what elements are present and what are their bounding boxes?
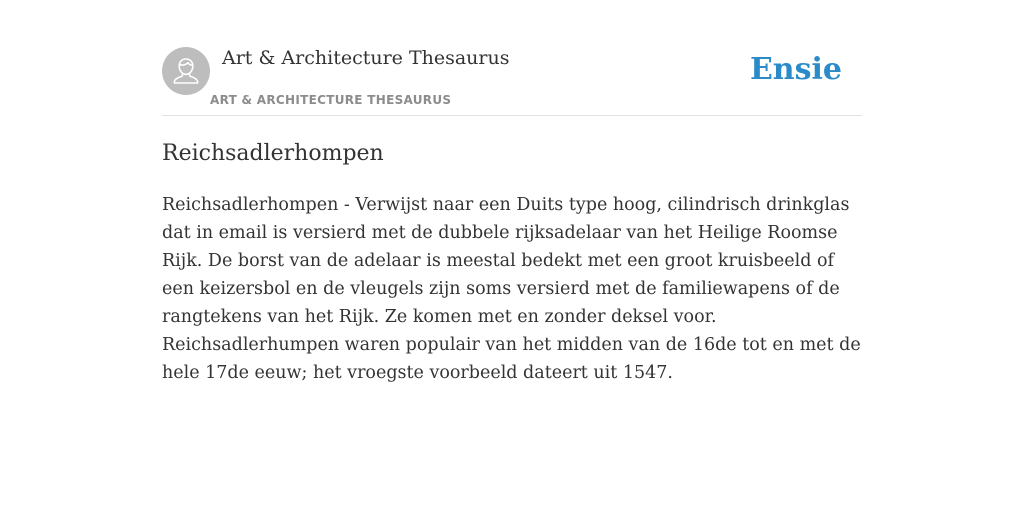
card-header xyxy=(162,46,862,116)
source-label[interactable]: ART & ARCHITECTURE THESAURUS xyxy=(210,93,452,107)
user-silhouette-icon xyxy=(162,47,210,95)
author-name[interactable]: Art & Architecture Thesaurus xyxy=(222,47,510,69)
definition-card xyxy=(162,46,862,387)
article-title: Reichsadlerhompen xyxy=(162,141,384,166)
article-body: Reichsadlerhompen - Verwijst naar een Duits type hoog, cilindrisch drinkglas dat in email is versierd met de dubbele rijksadelaar van het Heilige Roomse Rijk. De borst van de adelaar is meestal bedekt met een groot kruisbeeld of een keizersbol en de vleugels zijn soms versierd met de familiewapens of de rangtekens van het Rijk. Ze komen met en zonder deksel voor. Reichsadlerhumpen waren populair van het midden van de 16de tot en met de hele 17de eeuw; het vroegste voorbeeld dateert uit 1547. xyxy=(162,195,861,383)
avatar[interactable] xyxy=(162,47,210,95)
ensie-logo[interactable]: Ensie xyxy=(749,52,842,87)
